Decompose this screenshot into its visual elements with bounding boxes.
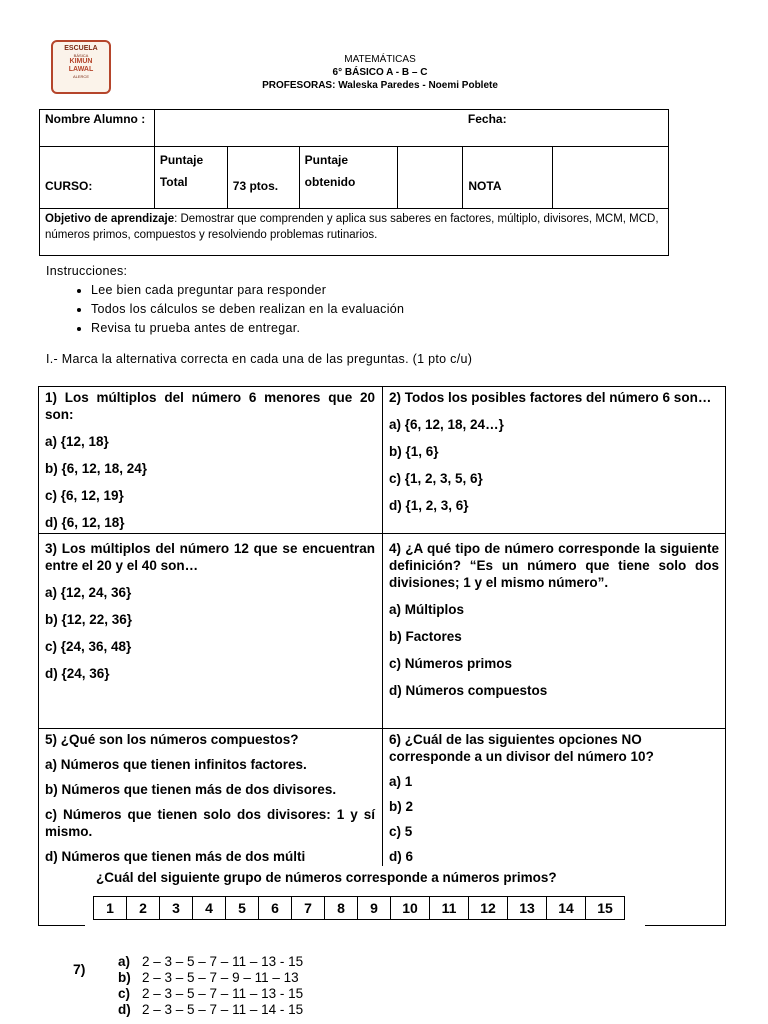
option-d[interactable]: d) Números que tienen más de dos múlti bbox=[45, 849, 306, 864]
instructions-list bbox=[46, 281, 404, 338]
option-text: 2 – 3 – 5 – 7 – 11 – 13 - 15 bbox=[142, 986, 304, 1001]
option-d[interactable]: d) {6, 12, 18} bbox=[45, 515, 125, 530]
number-cell: 4 bbox=[193, 897, 226, 920]
name-label: Nombre Alumno : bbox=[40, 110, 155, 147]
instruction-item: • Lee bien cada preguntar para responder bbox=[91, 281, 404, 300]
obtained-label-line2: obtenido bbox=[304, 175, 356, 189]
logo-text-4: LAWAL bbox=[68, 66, 94, 73]
date-label: Fecha: bbox=[463, 110, 669, 147]
obtained-label-line1: Puntaje bbox=[304, 153, 349, 167]
logo-text-1: ESCUELA bbox=[64, 45, 98, 52]
obtained-label bbox=[299, 147, 397, 209]
number-cell: 7 bbox=[292, 897, 325, 920]
objective-label: Objetivo de aprendizaje bbox=[45, 213, 175, 225]
option-a[interactable]: a) Múltiplos bbox=[389, 602, 464, 617]
score-label-line1: Puntaje bbox=[159, 153, 204, 167]
option-text: 2 – 3 – 5 – 7 – 11 – 14 - 15 bbox=[142, 1002, 304, 1017]
option-b[interactable]: b) Factores bbox=[389, 629, 462, 644]
document-header bbox=[170, 53, 590, 92]
question-text: 1) Los múltiplos del número 6 menores que 20 son: bbox=[45, 390, 375, 422]
option-b[interactable]: b) 2 bbox=[389, 799, 414, 814]
score-value: 73 ptos. bbox=[227, 147, 299, 209]
question-1 bbox=[45, 389, 375, 531]
option-c[interactable]: c) Números primos bbox=[389, 656, 513, 671]
option-a[interactable]: a) {6, 12, 18, 24…} bbox=[389, 417, 504, 432]
question-text: 5) ¿Qué son los números compuestos? bbox=[45, 732, 299, 747]
school-logo bbox=[51, 40, 111, 94]
question-text: 4) ¿A qué tipo de número corresponde la siguiente definición? “Es un número que tiene solo dos divisiones; 1 y el mismo número”. bbox=[389, 541, 719, 590]
question-text: 6) ¿Cuál de las siguientes opciones NO corresponde a un divisor del número 10? bbox=[389, 732, 654, 764]
option-d[interactable]: d) {24, 36} bbox=[45, 666, 110, 681]
q7-option-c[interactable] bbox=[118, 986, 303, 1002]
option-b[interactable]: b) {1, 6} bbox=[389, 444, 439, 459]
option-a[interactable]: a) {12, 18} bbox=[45, 434, 109, 449]
score-label bbox=[154, 147, 227, 209]
question-text: 2) Todos los posibles factores del número 6 son… bbox=[389, 390, 712, 405]
grade-field[interactable] bbox=[553, 147, 669, 209]
option-d[interactable]: d) 6 bbox=[389, 849, 414, 864]
number-cell: 8 bbox=[325, 897, 358, 920]
option-b[interactable]: b) {6, 12, 18, 24} bbox=[45, 461, 148, 476]
option-c[interactable]: c) {1, 2, 3, 5, 6} bbox=[389, 471, 483, 486]
option-b[interactable]: b) {12, 22, 36} bbox=[45, 612, 133, 627]
q7-option-a[interactable] bbox=[118, 954, 303, 970]
option-letter: c) bbox=[118, 986, 131, 1001]
logo-text-2: BÁSICA bbox=[73, 53, 89, 58]
grade-label: NOTA bbox=[463, 147, 553, 209]
questions-grid bbox=[38, 386, 726, 926]
q7-option-d[interactable] bbox=[118, 1002, 303, 1018]
question-text: 3) Los múltiplos del número 12 que se encuentran entre el 20 y el 40 son… bbox=[45, 541, 375, 573]
option-c[interactable]: c) Números que tienen solo dos divisores: 1 y sí mismo. bbox=[45, 807, 375, 839]
option-d[interactable]: d) Números compuestos bbox=[389, 683, 548, 698]
option-text: 2 – 3 – 5 – 7 – 9 – 11 – 13 bbox=[142, 970, 299, 985]
section-title: I.- Marca la alternativa correcta en cada una de las preguntas. (1 pto c/u) bbox=[46, 352, 473, 366]
number-cell: 15 bbox=[586, 897, 625, 920]
name-field[interactable] bbox=[154, 110, 463, 147]
objective-text: : Demostrar que comprenden y aplica sus saberes en factores, múltiplo, divisores, MCM, MCD, números primos, compuestos y resolviendo problemas rutinarios. bbox=[45, 213, 659, 241]
option-text: 2 – 3 – 5 – 7 – 11 – 13 - 15 bbox=[142, 954, 304, 969]
teachers-line: PROFESORAS: Waleska Paredes - Noemi Poblete bbox=[262, 80, 498, 91]
option-c[interactable]: c) {6, 12, 19} bbox=[45, 488, 124, 503]
instructions-title: Instrucciones: bbox=[46, 264, 128, 278]
option-c[interactable]: c) 5 bbox=[389, 824, 413, 839]
option-b[interactable]: b) Números que tienen más de dos divisores. bbox=[45, 782, 337, 797]
question-2 bbox=[389, 389, 719, 514]
q7-option-b[interactable] bbox=[118, 970, 303, 986]
number-strip bbox=[93, 896, 625, 920]
logo-text-3: KIMUN bbox=[69, 58, 93, 65]
number-cell: 2 bbox=[127, 897, 160, 920]
grid-divider-row-1 bbox=[39, 533, 725, 534]
grid-divider-row-2 bbox=[39, 728, 725, 729]
instruction-item: • Todos los cálculos se deben realizan en la evaluación bbox=[91, 300, 404, 319]
question-7-label: 7) bbox=[73, 961, 86, 977]
grid-divider-vertical bbox=[382, 387, 383, 877]
subject-title: MATEMÁTICAS bbox=[344, 54, 416, 65]
instructions bbox=[46, 262, 404, 338]
question-4 bbox=[389, 540, 719, 699]
objective-cell bbox=[40, 209, 669, 256]
option-a[interactable]: a) Números que tienen infinitos factores. bbox=[45, 757, 307, 772]
option-a[interactable]: a) 1 bbox=[389, 774, 413, 789]
number-cell: 1 bbox=[94, 897, 127, 920]
instruction-item: • Revisa tu prueba antes de entregar. bbox=[91, 319, 404, 338]
question-5 bbox=[45, 731, 375, 865]
score-label-line2: Total bbox=[159, 175, 188, 189]
option-letter: b) bbox=[118, 970, 131, 985]
option-d[interactable]: d) {1, 2, 3, 6} bbox=[389, 498, 469, 513]
question-7-title: ¿Cuál del siguiente grupo de números corresponde a números primos? bbox=[96, 870, 557, 885]
number-cell: 6 bbox=[259, 897, 292, 920]
number-cell: 10 bbox=[391, 897, 430, 920]
number-cell: 12 bbox=[469, 897, 508, 920]
logo-text-5: ALERCE bbox=[72, 74, 89, 79]
option-letter: a) bbox=[118, 954, 131, 969]
option-a[interactable]: a) {12, 24, 36} bbox=[45, 585, 132, 600]
question-6 bbox=[389, 731, 719, 865]
course-label: CURSO: bbox=[40, 147, 155, 209]
number-cell: 11 bbox=[430, 897, 469, 920]
number-cell: 13 bbox=[508, 897, 547, 920]
option-c[interactable]: c) {24, 36, 48} bbox=[45, 639, 132, 654]
obtained-field[interactable] bbox=[397, 147, 463, 209]
number-cell: 14 bbox=[547, 897, 586, 920]
question-3 bbox=[45, 540, 375, 682]
option-letter: d) bbox=[118, 1002, 131, 1017]
student-info-table bbox=[39, 109, 669, 256]
number-cell: 3 bbox=[160, 897, 193, 920]
number-cell: 9 bbox=[358, 897, 391, 920]
number-cell: 5 bbox=[226, 897, 259, 920]
question-7-options bbox=[118, 954, 303, 1018]
grade-line: 6° BÁSICO A - B – C bbox=[332, 67, 428, 78]
